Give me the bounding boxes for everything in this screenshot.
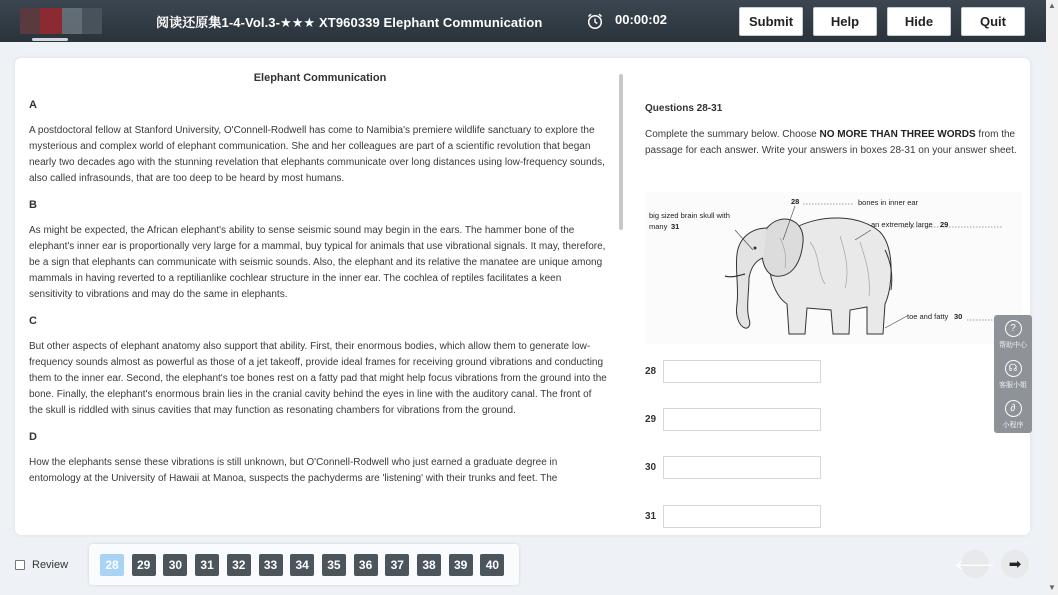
- question-nav-button[interactable]: 31: [195, 554, 219, 576]
- answer-number-29: 29: [645, 414, 657, 425]
- section-heading-d: D: [29, 431, 37, 443]
- test-title: 阅读还原集1-4-Vol.3-★★★ XT960339 Elephant Communication: [156, 15, 543, 30]
- logo-underline: [32, 38, 68, 41]
- paragraph-b: As might be expected, the African elephant's ability to sense seismic sound may begin in the ears. The hammer bone of the elephant's inner ear is proportionally very large for a mammal, buy typical for animals that use vibrational signals. It may, therefore, be a sign that elephants can communicate with seismic sounds. Also, the elephant and its relative the manatee are unique among mammals in having reverted to a reptilianlike cochlear structure in the inner ear. The cochlea of reptiles facilitates a keen sensitivity to vibrations and may do the same in elephants.: [29, 225, 606, 300]
- label-toe-fatty: toe and fatty: [907, 312, 949, 321]
- section-heading-b: B: [29, 199, 37, 211]
- timer-readout: 00:00:02: [615, 12, 668, 27]
- help-button[interactable]: Help: [813, 7, 877, 36]
- answer-input-30[interactable]: [663, 456, 821, 479]
- question-nav-button[interactable]: 35: [322, 554, 346, 576]
- answer-input-31[interactable]: [663, 505, 821, 528]
- answer-row-28: [645, 360, 821, 383]
- paragraph-d: How the elephants sense these vibrations is still unknown, but O'Connell-Rodwell who just earned a graduate degree in entomology at the University of Hawaii at Manoa, suspects the pachyderms are 'listening' with their trunks and feet. The: [29, 457, 558, 484]
- previous-arrow-icon[interactable]: 🡐: [961, 550, 989, 578]
- paragraph-a: A postdoctoral fellow at Stanford University, O'Connell-Rodwell has come to Namibia's premiere wildlife sanctuary to explore the mysterious and complex world of elephant communication. She and her colleagues are part of a scientific revolution that began nearly two decades ago with the stunning revelation that elephants communicate over long distances using low-frequency sounds, also called infrasounds, that are too deep to be heard by most humans.: [29, 125, 605, 184]
- mini-program-label: 小程序: [1002, 422, 1024, 429]
- customer-service-label: 客服小姐: [999, 382, 1027, 389]
- answer-row-31: [645, 505, 821, 528]
- label-inner-ear-bones: bones in inner ear: [858, 198, 919, 207]
- paragraph-c: But other aspects of elephant anatomy also support that ability. First, their enormous bodies, which allow them to generate low-frequency sounds almost as powerful as those of a jet takeoff, provide ideal frames for receiving ground vibrations and conducting them to the inner ear. Second, the elephant's toe bones rest on a fatty pad that might help focus vibrations from the ground into the bone. Finally, the elephant's enormous brain lies in the cranial cavity behind the eyes in line with the auditory canal. The front of the skull is riddled with sinus cavities that may function as resonating chambers for vibrations from the ground.: [29, 341, 607, 416]
- elephant-diagram: [645, 192, 1022, 344]
- top-bar: [0, 0, 1046, 42]
- question-nav-button[interactable]: 32: [227, 554, 251, 576]
- exam-card: [15, 58, 1030, 535]
- next-arrow-icon[interactable]: ➡: [1001, 550, 1029, 578]
- question-navigator: [89, 544, 519, 585]
- help-center-label: 帮助中心: [999, 342, 1027, 349]
- submit-button[interactable]: Submit: [739, 7, 803, 36]
- section-heading-a: A: [29, 99, 37, 111]
- scroll-up-icon[interactable]: ▲: [1048, 1, 1056, 10]
- questions-panel: [645, 58, 1023, 535]
- section-heading-c: C: [29, 315, 37, 327]
- review-checkbox[interactable]: [15, 560, 25, 570]
- question-nav-button[interactable]: 30: [163, 554, 187, 576]
- help-center-button[interactable]: [994, 315, 1032, 353]
- question-nav-button[interactable]: 36: [354, 554, 378, 576]
- page-scrollbar[interactable]: [1046, 0, 1058, 595]
- headset-icon: ☊: [1005, 360, 1022, 377]
- customer-service-button[interactable]: [994, 355, 1032, 393]
- questions-title: Questions 28-31: [645, 103, 723, 114]
- label-28-number: 28: [791, 197, 800, 206]
- passage-scrollbar[interactable]: [619, 74, 623, 230]
- scroll-down-icon[interactable]: ▼: [1048, 583, 1056, 592]
- question-nav-button[interactable]: 28: [100, 554, 124, 576]
- question-nav-button[interactable]: 40: [480, 554, 504, 576]
- question-nav-button[interactable]: 38: [417, 554, 441, 576]
- passage-title: Elephant Communication: [253, 72, 387, 84]
- review-toggle[interactable]: [15, 559, 68, 571]
- alarm-clock-icon: [586, 12, 604, 30]
- mini-program-button[interactable]: [994, 395, 1032, 433]
- question-nav-button[interactable]: 37: [385, 554, 409, 576]
- hide-button[interactable]: Hide: [887, 7, 951, 36]
- answer-row-30: [645, 456, 821, 479]
- question-nav-button[interactable]: 29: [132, 554, 156, 576]
- question-icon: ?: [1005, 320, 1022, 337]
- question-nav-button[interactable]: 34: [290, 554, 314, 576]
- label-extremely-large: an extremely large: [871, 220, 933, 229]
- answer-input-29[interactable]: [663, 408, 821, 431]
- label-brain-skull: big sized brain skull with: [649, 211, 730, 220]
- mini-program-icon: ∂: [1005, 400, 1022, 417]
- answer-number-28: 28: [645, 366, 657, 377]
- helper-toolbar: [994, 315, 1032, 433]
- passage-panel[interactable]: [15, 58, 621, 535]
- answer-input-28[interactable]: [663, 360, 821, 383]
- question-nav-button[interactable]: 33: [259, 554, 283, 576]
- questions-instructions: Complete the summary below. Choose NO MORE THAN THREE WORDS from the passage for each answer. Write your answers in boxes 28-31 on your answer sheet.: [645, 129, 1017, 156]
- label-30-number: 30: [954, 312, 963, 321]
- quit-button[interactable]: Quit: [961, 7, 1025, 36]
- label-29-number: 29: [940, 220, 949, 229]
- question-nav-button[interactable]: 39: [449, 554, 473, 576]
- answer-row-29: [645, 408, 821, 431]
- label-31-number: 31: [671, 222, 680, 231]
- answer-number-31: 31: [645, 511, 657, 522]
- app-logo: [20, 8, 102, 34]
- label-31-many: many: [649, 222, 668, 231]
- review-label: Review: [32, 559, 69, 571]
- answer-number-30: 30: [645, 462, 657, 473]
